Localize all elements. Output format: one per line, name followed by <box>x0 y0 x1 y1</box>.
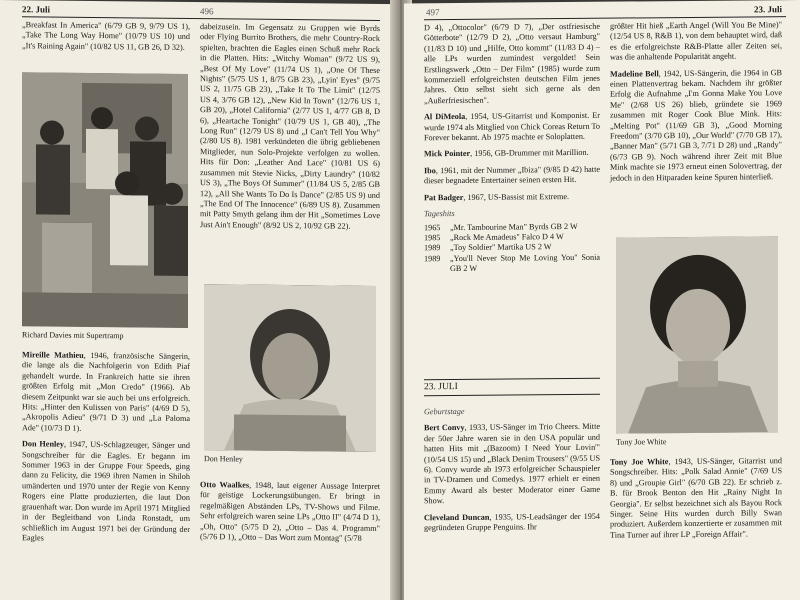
entry-name: Al DiMeola <box>424 112 466 122</box>
right-column-2-top <box>610 20 782 190</box>
otto-continued-text: D 4), „Ottocolor" (6/79 D 7), „Der ostfriesische Götterbote" (12/79 D 2), „Otto versaut Hamburg" (11/83 D 10) und „Hilfe, Otto kommt" (11/83 D 4) – alle LPs wurden zumindest vergoldet! Sein Erstlingswerk „Otto – Der Film" (1985) wurde zum kommerziell erfolgreichsten deutschen Film jenes Jahres. Otto selbst sieht sich gerne als den „Außerfriesischen". <box>424 21 600 106</box>
tageshit-text: „You'll Never Stop Me Loving You" Sonia GB 2 W <box>450 252 600 274</box>
left-column-2-top <box>200 22 380 238</box>
entry-text: , 1948, laut eigener Aussage Interpret für geistige Lockerungsübungen. Er bringt in regelmäßigen Abständen LPs, TV-Shows und Filme. Sehr erfolgreich waren seine LPs „Otto II" (4/74 D 1), „Oh, Otto" (5/75 D 2), „Otto – Das 4. Programm" (5/76 D 1), „Otto – Das Wort zum Montag" (5/78 <box>200 480 380 543</box>
tageshits-heading: Tageshits <box>424 209 455 219</box>
entry-ibo <box>424 165 600 187</box>
entry-name: Bert Convy <box>424 423 465 433</box>
tageshit-year: 1985 <box>424 233 441 243</box>
entry-text: , 1956, GB-Drummer mit Marillion. <box>470 148 589 159</box>
entry-text: , 1947, US-Schlagzeuger, Sänger und Songschreiber für die Eagles. Er begann im Sommer 1963 in der Gruppe Four Speeds, ging dann zu Felicity, die 1969 ihren Namen in Shiloh umänderten und 1970 unter der Regie von Kenny Rogers eine Platte produzierten, die laut Don grauenhaft war. Don wurde im April 1971 Mitglied in der Begleitband von Linda Ronstadt, um schließlich im August 1971 bei der Gründung der Eagles <box>22 439 190 543</box>
tageshit-year: 1965 <box>424 222 441 232</box>
eagles-text: dabeizusein. Im Gegensatz zu Gruppen wie Byrds oder Flying Burrito Brothers, die mehr Country-Rock spielten, brachten die Eagles einen Schuß mehr Rock in die Platten. Hits: „Witchy Woman" (9/72 US 9), „Best Of My Love" (11/74 US 1), „One Of These Nights" (5/75 US 1, 8/75 GB 23), „Lyin' Eyes" (9/75 US 2, 11/75 GB 23), „Take It To The Limit" (12/75 US 4, 3/76 GB 12), „New Kid In Town" (12/76 US 1, GB 20), „Hotel California" (2/77 US 1, 4/77 GB 8, D 6), „Heartache Tonight" (10/79 US 1, GB 40), „The Long Run" (12/79 US 8) und „I Can't Tell You Why" (2/80 US 8). 1981 verkündeten die übrig gebliebenen Mitglieder, nun Solo-Projekte verfolgen zu wollen. Hits für Don: „Leather And Lace" (10/81 US 6) zusammen mit Stevie Nicks, „Dirty Laundry" (10/82 US 3), „The Boys Of Summer" (11/84 US 5, 2/85 GB 12), „All She Wants To Do Is Dance" (2/85 US 9) und „The End Of The Innocence" (6/89 US 8). Zusammen mit Patty Smyth gelang ihm der Hit „Sometimes Love Just Ain't Enough" (8/92 US 2, 10/92 GB 22). <box>200 22 380 231</box>
entry-name: Madeline Bell <box>610 68 659 79</box>
don-henley-photo <box>204 284 376 452</box>
tageshit-row <box>424 252 600 274</box>
tageshit-year: 1989 <box>424 253 441 264</box>
entry-text: , 1961, mit der Nummer „Ibiza" (9/85 D 42) hatte dieser begnadete Entertainer seinen ersten Hit. <box>424 164 600 186</box>
left-column-1-top <box>22 20 190 59</box>
tony-joe-white-photo <box>616 236 778 433</box>
geburtstage-heading: Geburtstage <box>424 406 465 417</box>
entry-name: Cleveland Duncan <box>424 512 490 522</box>
entry-text: , 1935, US-Leadsänger der 1954 gegründeten Gruppe Penguins. Ihr <box>424 511 600 533</box>
supertramp-hits-text: „Breakfast In America" (6/79 GB 9, 9/79 US 1), „Take The Long Way Home" (10/79 US 10) und „It's Raining Again" (10/82 US 11, GB 26, D 32). <box>22 20 190 52</box>
supertramp-photo-caption: Richard Davies mit Supertramp <box>22 330 124 341</box>
entry-text: , 1942, US-Sängerin, die 1964 in GB einen Plattenvertrag bekam. Nachdem ihr größter Erfolg die Aufnahme „I'm Gonna Make You Love Me" (2/68 US 26) blieb, gründete sie 1969 zusammen mit Roger Cook Blue Mink. Hits: „Melting Pot" (11/69 GB 3), „Good Morning Freedom" (3/70 GB 10), „Our World" (7/70 GB 17), „Banner Man" (5/71 GB 3, 7/71 D 28) und „Randy" (6/73 GB 9). Noch während ihrer Zeit mit Blue Mink machte sie 1973 erneut einen Solovertrag, der jedoch in den Hitparaden keine Spuren hinterließ. <box>610 67 783 183</box>
entry-text: , 1946, französische Sängerin, die lange als die Nachfolgerin von Edith Piaf gehandelt wurde. In Frankreich hatte sie ihren größten Erfolg mit „Mon Credo" (1966). Ab diesem Zeitpunkt war sie auch bei uns erfolgreich. Hits: „Hinter den Kulissen von Paris" (4/69 D 5), „Akropolis Adieu" (9/71 D 3) und „La Paloma Ade" (10/73 D 1). <box>22 350 190 433</box>
entry-name: Ibo <box>424 166 436 176</box>
left-page <box>0 0 396 600</box>
right-page <box>404 0 800 600</box>
entry-text: , 1933, US-Sänger im Trio Cheers. Mitte der 50er Jahre waren sie in den USA populär und hatten Hits mit „(Bazoom) I Need Your Lovin'" (10/54 US 15) und „Black Denim Trousers" (9/55 US 6). Convy wurde ab 1973 erfolgreicher Schauspieler in TV-Dramen und Comedys. 1977 erhielt er einen Emmy Award als bester Moderator einer Game Show. <box>424 422 600 506</box>
right-column-2-bottom <box>610 456 782 547</box>
right-date-header: 23. Juli <box>753 4 782 15</box>
entry-name: Pat Badger <box>424 192 464 202</box>
left-column-2-bottom <box>200 480 380 550</box>
entry-name: Mireille Mathieu <box>22 350 84 360</box>
section-rule-bottom <box>424 394 600 397</box>
entry-badger <box>424 191 600 203</box>
entry-name: Mick Pointer <box>424 149 471 159</box>
entry-duncan <box>424 511 600 533</box>
section-date-heading: 23. JULI <box>424 381 458 393</box>
don-henley-photo-caption: Don Henley <box>204 454 243 464</box>
tageshits-list <box>424 221 600 275</box>
tageshit-text: „Mr. Tambourine Man" Byrds GB 2 W <box>450 221 578 232</box>
entry-waalkes <box>200 480 380 544</box>
entry-text: , 1954, US-Gitarrist und Komponist. Er wurde 1974 als Mitglied von Chick Coreas Return To Forever bekannt. Ab 1975 machte er Soloplatten. <box>424 110 600 143</box>
tageshit-text: „Toy Soldier" Martika US 2 W <box>450 242 552 253</box>
entry-name: Otto Waalkes <box>200 480 250 490</box>
entry-white <box>610 456 782 541</box>
entry-convy <box>424 422 600 507</box>
entry-dimeola <box>424 111 600 144</box>
tageshit-row <box>424 221 600 233</box>
entry-text: , 1967, US-Bassist mit Extreme. <box>463 191 570 202</box>
tageshit-text: „Rock Me Amadeus" Falco D 4 W <box>450 231 564 242</box>
entry-name: Tony Joe White <box>610 457 669 467</box>
tony-joe-white-photo-caption: Tony Joe White <box>616 437 667 447</box>
entry-text: , 1943, US-Sänger, Gitarrist und Songschreiber. Hits: „Polk Salad Annie" (7/69 US 8) und „Groupie Girl" (6/70 GB 22). Er schrieb z. B. für Brook Benton den Hit „Rainy Night In Georgia". Er selbst bezeichnet sich als Bayou Rock Singer. Seine Hits wurden durch Billy Swan produziert. Außerdem konzertierte er zusammen mit Tina Turner auf ihrer LP „Foreign Affair". <box>610 456 782 540</box>
duncan-continued-text: größter Hit hieß „Earth Angel (Will You Be Mine)" (12/54 US 8, R&B 1), von dem behauptet wird, daß es die erfolgreichste R&B-Platte aller Zeiten sei, was die anhaltende Popularität angeht. <box>610 20 782 62</box>
right-column-1 <box>424 22 600 283</box>
entry-pointer <box>424 148 600 160</box>
tageshit-year: 1989 <box>424 243 441 253</box>
entry-henley <box>22 439 190 545</box>
supertramp-photo <box>22 72 188 328</box>
section-rule-top <box>424 378 600 381</box>
right-column-1-bottom <box>424 406 600 540</box>
left-date-header: 22. Juli <box>22 4 51 15</box>
entry-name: Don Henley <box>22 439 64 449</box>
left-column-1-bottom <box>22 350 190 551</box>
entry-mathieu <box>22 350 190 435</box>
right-page-number: 497 <box>426 7 440 18</box>
left-page-number: 496 <box>200 6 214 17</box>
entry-bell <box>610 68 782 184</box>
